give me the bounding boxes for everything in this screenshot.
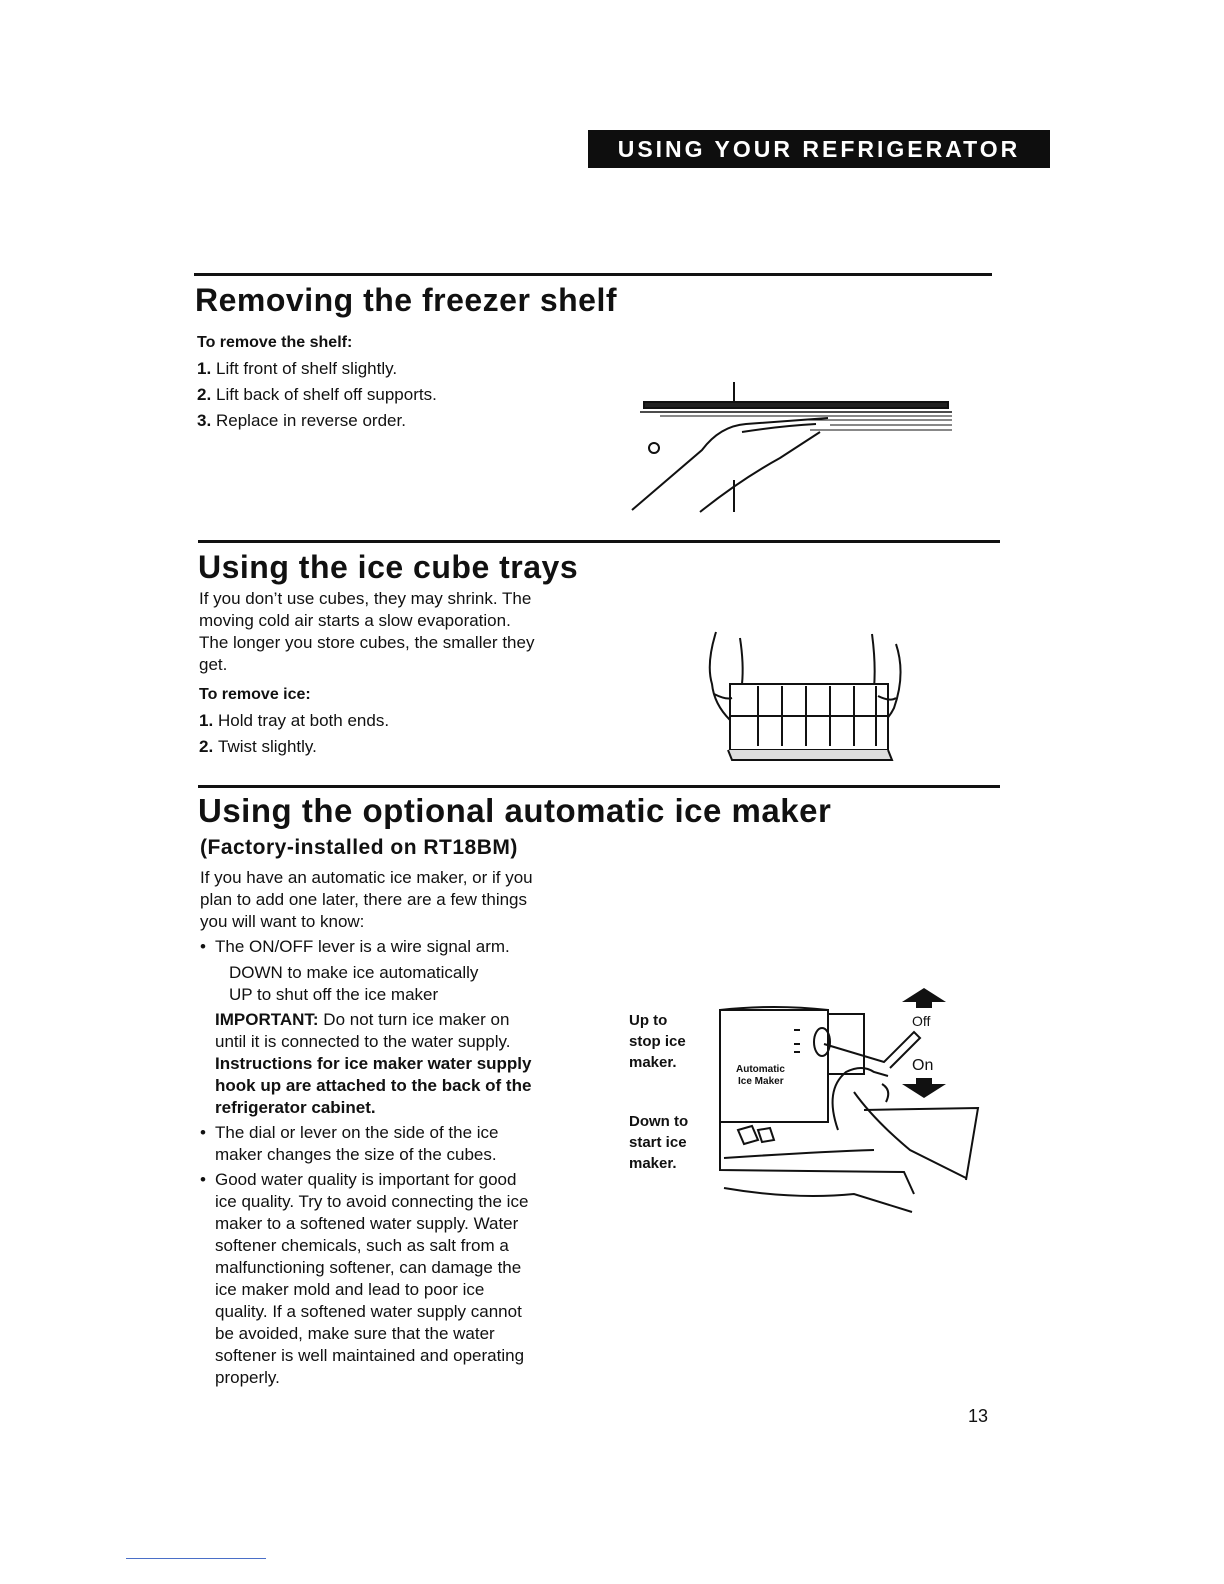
arrow-up-icon (902, 988, 946, 1002)
step-item: 2. Lift back of shelf off supports. (197, 385, 437, 404)
step-item: 1. Lift front of shelf slightly. (197, 359, 398, 378)
off-label: Off (912, 1013, 931, 1029)
bullet-item: • The ON/OFF lever is a wire signal arm. (200, 937, 510, 956)
page-number: 13 (968, 1406, 989, 1426)
freezer-shelf-illustration (630, 380, 960, 520)
ice-maker-illustration (714, 980, 984, 1220)
bullet-marker: • (200, 1123, 206, 1142)
ice-maker-subtitle: (Factory-installed on RT18BM) (200, 836, 518, 859)
ice-maker-intro: If you have an automatic ice maker, or if you plan to add one later, there are a few things you will want to know: (200, 868, 533, 931)
bullet-marker: • (200, 1170, 206, 1189)
step-item: 3. Replace in reverse order. (197, 411, 406, 430)
freezer-shelf-steps (197, 356, 437, 434)
up-instruction: UP to shut off the ice maker (229, 985, 439, 1004)
unit-label-line1: Automatic (736, 1064, 785, 1075)
ice-trays-title: Using the ice cube trays (198, 549, 579, 585)
section-divider (198, 540, 1000, 543)
freezer-shelf-subtitle: To remove the shelf: (197, 334, 353, 351)
arrow-down-icon (902, 1084, 946, 1098)
ice-trays-steps (199, 708, 389, 760)
bullet-marker: • (200, 937, 206, 956)
ice-trays-paragraph: If you don’t use cubes, they may shrink. The moving cold air starts a slow evaporation. The longer you store cubes, the smaller they get. (199, 589, 535, 674)
ice-trays-subtitle: To remove ice: (199, 686, 311, 703)
section-divider (198, 785, 1000, 788)
up-caption: Up to stop ice maker. (629, 1012, 686, 1071)
ice-tray-illustration (700, 624, 910, 764)
ice-maker-bullets (200, 936, 600, 1389)
step-item: 1. Hold tray at both ends. (199, 711, 390, 730)
scan-artifact-line (126, 1558, 266, 1559)
down-instruction: DOWN to make ice automatically (229, 963, 479, 982)
down-caption: Down to start ice maker. (629, 1113, 689, 1172)
bullet-item: • The dial or lever on the side of the ice maker changes the size of the cubes. (200, 1123, 499, 1164)
bullet-item: • Good water quality is important for good ice quality. Try to avoid connecting the ice maker to a softened water supply. Water softener chemicals, such as salt from a malfunctioning softener, can damage the ice maker mold and lead to poor ice quality. If a softened water supply cannot be avoided, make sure that the water softener is well maintained and operating properly. (200, 1170, 529, 1387)
ice-maker-title: Using the optional automatic ice maker (198, 792, 832, 829)
unit-label-line2: Ice Maker (738, 1076, 784, 1087)
on-label: On (912, 1057, 934, 1074)
step-item: 2. Twist slightly. (199, 737, 317, 756)
section-banner: USING YOUR REFRIGERATOR (588, 130, 1050, 168)
freezer-shelf-title: Removing the freezer shelf (195, 282, 617, 318)
section-divider (194, 273, 992, 276)
important-note: IMPORTANT: Do not turn ice maker on until it is connected to the water supply. Instructions for ice maker water supply hook up are attached to the back of the refrigerator cabinet. (215, 1010, 532, 1117)
